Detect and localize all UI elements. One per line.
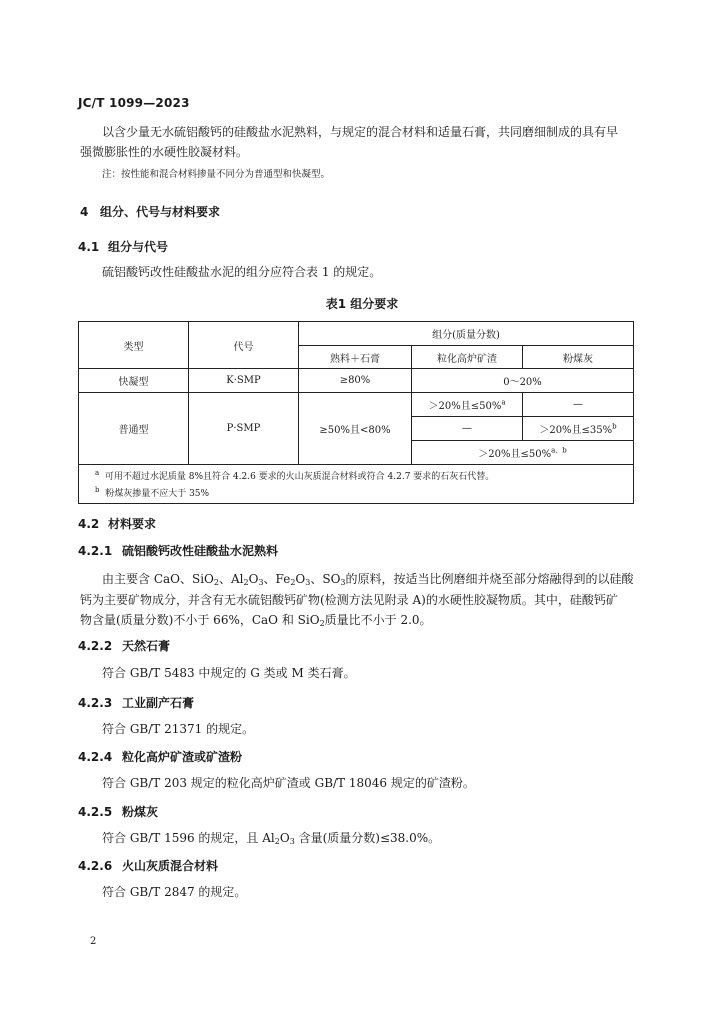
cell-type: 快凝型 [79, 369, 189, 393]
table-footnotes [79, 465, 634, 504]
table-row-fast-setting [79, 369, 634, 393]
section-4-2-3-heading [78, 694, 194, 711]
section-4-2-1-line-2: 钙为主要矿物成分，并含有无水硫铝酸钙矿物(检测方法见附录 A)的水硬性胶凝物质。其中，硅酸钙矿 [80, 593, 618, 607]
section-number: 4.2.5 [78, 805, 113, 819]
section-4-2-2-heading [78, 637, 170, 654]
standard-number: JC/T 1099—2023 [78, 96, 190, 110]
section-title: 组分、代号与材料要求 [100, 205, 221, 219]
section-title: 材料要求 [108, 517, 157, 531]
composition-table [78, 321, 634, 504]
header-code: 代号 [189, 322, 299, 369]
header-slag: 粒化高炉矿渣 [412, 346, 523, 369]
section-4-2-2-text: 符合 GB/T 5483 中规定的 G 类或 M 类石膏。 [102, 666, 356, 680]
section-number: 4.2.6 [78, 859, 113, 873]
intro-note: 注：按性能和混合材料掺量不同分为普通型和快凝型。 [102, 169, 331, 180]
section-4-2-1-heading [78, 542, 278, 559]
section-title: 硫铝酸钙改性硅酸盐水泥熟料 [122, 544, 279, 558]
footnote-b: $^b$ 粉煤灰掺量不应大于 35% [95, 486, 210, 499]
section-4-2-6-text: 符合 GB/T 2847 的规定。 [102, 885, 247, 899]
section-4-2-heading [78, 515, 156, 532]
table-row-ordinary [79, 393, 634, 417]
header-composition-group: 组分(质量分数) [299, 322, 634, 346]
section-title: 火山灰质混合材料 [122, 859, 219, 873]
section-title: 粉煤灰 [122, 805, 159, 819]
section-4-2-5-heading [78, 803, 158, 820]
section-number: 4.2.2 [78, 639, 113, 653]
header-clinker-gypsum: 熟料＋石膏 [299, 346, 412, 369]
header-fly-ash: 粉煤灰 [523, 346, 634, 369]
cell-clinker-gypsum: ≥50%且<80% [299, 393, 412, 465]
cell-fly-ash-none: — [523, 393, 634, 417]
cell-slag-fly-ash: 0～20% [412, 369, 634, 393]
cell-slag-none: — [412, 417, 523, 441]
section-title: 工业副产石膏 [122, 696, 195, 710]
section-title: 组分与代号 [108, 240, 169, 254]
cell-slag-range: ＞20%且≤50%$^a$ [412, 393, 523, 417]
cell-slag-fly-ash-range: ＞20%且≤50%$^{a、b}$ [412, 441, 634, 465]
section-4-1-text: 硫铝酸钙改性硅酸盐水泥的组分应符合表 1 的规定。 [102, 265, 382, 279]
cell-code: K·SMP [189, 369, 299, 393]
section-number: 4.2.3 [78, 696, 113, 710]
section-number: 4.2 [78, 517, 100, 531]
cell-clinker-gypsum: ≥80% [299, 369, 412, 393]
table-caption: 表1 组分要求 [325, 297, 399, 311]
cell-fly-ash-range: ＞20%且≤35%$^b$ [523, 417, 634, 441]
cell-code: P·SMP [189, 393, 299, 465]
section-number: 4 [80, 205, 89, 219]
section-4-2-4-heading [78, 748, 242, 765]
footnote-a: $^a$ 可用不超过水泥质量 8%且符合 4.2.6 要求的火山灰质混合材料或符合 4.2.7 要求的石灰石代替。 [95, 469, 495, 482]
section-4-2-3-text: 符合 GB/T 21371 的规定。 [102, 722, 255, 736]
intro-line-1: 以含少量无水硫铝酸钙的硅酸盐水泥熟料，与规定的混合材料和适量石膏，共同磨细制成的具有早 [102, 125, 619, 139]
section-number: 4.2.4 [78, 750, 113, 764]
section-4-2-6-heading [78, 857, 218, 874]
cell-type: 普通型 [79, 393, 189, 465]
section-4-1-heading [78, 238, 168, 255]
section-4-2-5-text: 符合 GB/T 1596 的规定，且 $Al_2O_3$ 含量(质量分数)≤38.0%。 [102, 831, 441, 846]
section-4-2-4-text: 符合 GB/T 203 规定的粒化高炉矿渣或 GB/T 18046 规定的矿渣粉。 [102, 776, 475, 790]
section-4-2-1-line-3: 物含量(质量分数)不小于 66%，CaO 和 SiO$_2$质量比不小于 2.0。 [80, 613, 432, 628]
header-type: 类型 [79, 322, 189, 369]
section-4-2-1-line-1: 由主要含 CaO、SiO$_2$、$Al_2O_3$、$Fe_2O_3$、$SO_3$的原料，按适当比例磨细并烧至部分熔融得到的以硅酸 [102, 572, 634, 587]
section-title: 天然石膏 [122, 639, 171, 653]
section-title: 粒化高炉矿渣或矿渣粉 [122, 750, 243, 764]
page-number: 2 [90, 936, 97, 947]
section-number: 4.2.1 [78, 544, 113, 558]
intro-line-2: 强微膨胀性的水硬性胶凝材料。 [80, 145, 249, 159]
section-4-heading [80, 203, 220, 220]
section-number: 4.1 [78, 240, 100, 254]
